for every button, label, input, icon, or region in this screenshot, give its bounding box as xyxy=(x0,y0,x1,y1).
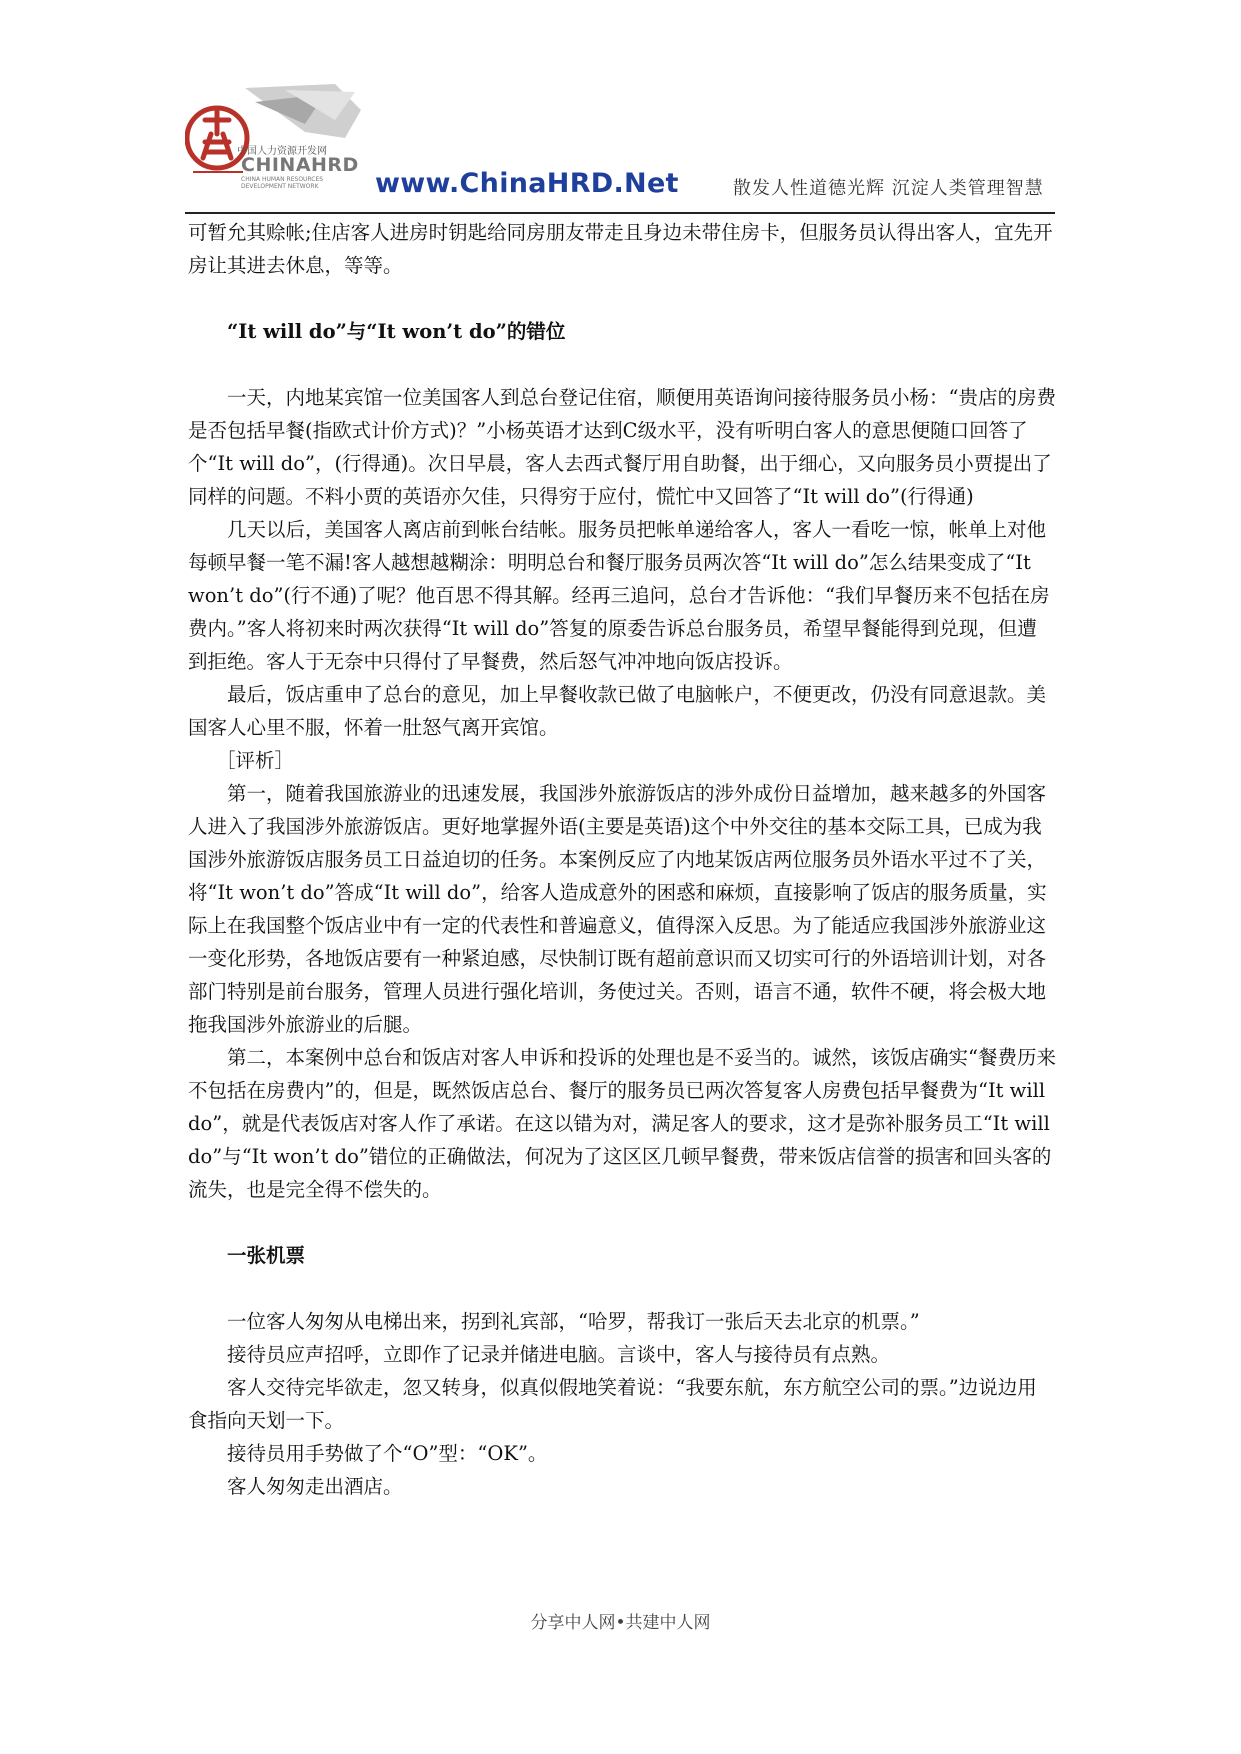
paragraph: 客人交待完毕欲走，忽又转身，似真似假地笑着说：“我要东航，东方航空公司的票。”边说边用食指向天划一下。 xyxy=(188,1376,1037,1432)
paragraph: 接待员用手势做了个“O”型：“OK”。 xyxy=(227,1442,548,1465)
logo-chinese-text: 中国人力资源开发网 xyxy=(237,146,327,157)
paragraph: 一位客人匆匆从电梯出来，拐到礼宾部，“哈罗，帮我订一张后天去北京的机票。” xyxy=(227,1310,920,1333)
page-footer: 分享中人网•共建中人网 xyxy=(530,1613,711,1633)
logo-wordmark: CHINAHRD xyxy=(241,154,359,176)
paragraph: 客人匆匆走出酒店。 xyxy=(227,1475,403,1498)
paragraph: 接待员应声招呼，立即作了记录并储进电脑。言谈中，客人与接待员有点熟。 xyxy=(227,1343,891,1366)
page-header xyxy=(185,80,1055,208)
site-url-link[interactable]: www.ChinaHRD.Net xyxy=(375,168,679,199)
header-divider xyxy=(185,212,1055,214)
site-slogan: 散发人性道德光辉 沉淀人类管理智慧 xyxy=(733,178,1044,199)
paragraph: 第一，随着我国旅游业的迅速发展，我国涉外旅游饭店的涉外成份日益增加，越来越多的外国客人进入了我国涉外旅游饭店。更好地掌握外语(主要是英语)这个中外交往的基本交际工具，已成为我国涉外旅游饭店服务员工日益迫切的任务。本案例反应了内地某饭店两位服务员外语水平过不了关，将“It won’t do”答成“It will do”，给客人造成意外的困惑和麻烦，直接影响了饭店的服务质量，实际上在我国整个饭店业中有一定的代表性和普遍意义，值得深入反思。为了能适应我国涉外旅游业这一变化形势，各地饭店要有一种紧迫感，尽快制订既有超前意识而又切实可行的外语培训计划，对各部门特别是前台服务，管理人员进行强化培训，务使过关。否则，语言不通，软件不硬，将会极大地拖我国涉外旅游业的后腿。 xyxy=(188,782,1047,1036)
paragraph: 最后，饭店重申了总台的意见，加上早餐收款已做了电脑帐户，不便更改，仍没有同意退款。美国客人心里不服，怀着一肚怒气离开宾馆。 xyxy=(188,683,1047,739)
paragraph: 几天以后，美国客人离店前到帐台结帐。服务员把帐单递给客人，客人一看吃一惊，帐单上对他每顿早餐一笔不漏!客人越想越糊涂：明明总台和餐厅服务员两次答“It will do”怎么结果变成了“It won’t do”(行不通)了呢？他百思不得其解。经再三追问，总台才告诉他：“我们早餐历来不包括在房费内。”客人将初来时两次获得“It will do”答复的原委告诉总台服务员，希望早餐能得到兑现，但遭到拒绝。客人于无奈中只得付了早餐费，然后怒气冲冲地向饭店投诉。 xyxy=(188,518,1050,673)
section-title: 一张机票 xyxy=(227,1244,306,1267)
paragraph: 第二，本案例中总台和饭店对客人申诉和投诉的处理也是不妥当的。诚然，该饭店确实“餐费历来不包括在房费内”的，但是，既然饭店总台、餐厅的服务员已两次答复客人房费包括早餐费为“It will do”，就是代表饭店对客人作了承诺。在这以错为对，满足客人的要求，这才是弥补服务员工“It will do”与“It won’t do”错位的正确做法，何况为了这区区几顿早餐费，带来饭店信誉的损害和回头客的流失，也是完全得不偿失的。 xyxy=(188,1046,1056,1201)
analysis-heading: ［评析］ xyxy=(216,749,295,772)
paragraph: 可暂允其赊帐;住店客人进房时钥匙给同房朋友带走且身边未带住房卡，但服务员认得出客人，宜先开房让其进去休息，等等。 xyxy=(188,221,1053,277)
document-body xyxy=(188,216,1056,1503)
paragraph: 一天，内地某宾馆一位美国客人到总台登记住宿，顺便用英语询问接待服务员小杨：“贵店的房费是否包括早餐(指欧式计价方式)？”小杨英语才达到C级水平，没有听明白客人的意思便随口回答了个“It will do”，(行得通)。次日早晨，客人去西式餐厅用自助餐，出于细心，又向服务员小贾提出了同样的问题。不料小贾的英语亦欠佳，只得穷于应付，慌忙中又回答了“It will do”(行得通) xyxy=(188,386,1056,508)
section-title: “It will do”与“It won’t do”的错位 xyxy=(227,320,566,343)
logo-english-text: CHINA HUMAN RESOURCES DEVELOPMENT NETWORK xyxy=(241,176,324,190)
